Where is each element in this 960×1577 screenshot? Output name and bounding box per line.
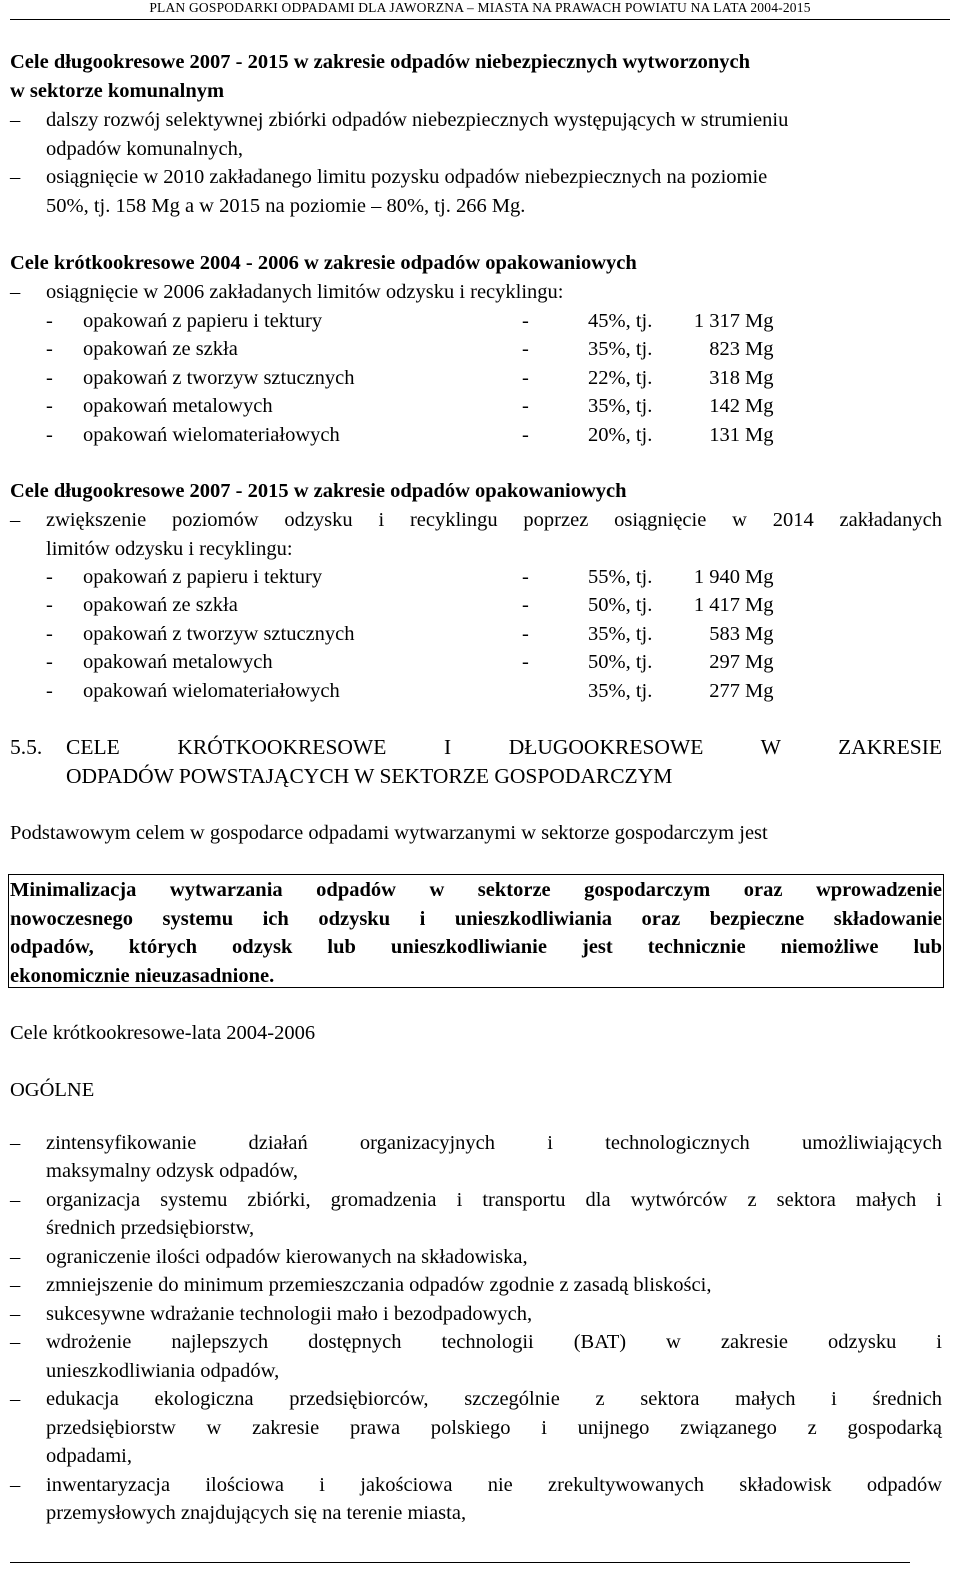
list-item-7-line1: edukacja ekologiczna przedsiębiorców, szczególnie z sektora małych i średnich [46, 1388, 942, 1410]
row-value: 142 [709, 395, 740, 417]
bullet-dash: – [10, 1274, 21, 1296]
row-percent: 35%, tj. [588, 395, 653, 417]
list-item-7-line2: przedsiębiorstw w zakresie prawa polskiego i unijnego związanego z gospodarką [46, 1417, 942, 1439]
row-value: 131 [709, 424, 740, 446]
running-header: PLAN GOSPODARKI ODPADAMI DLA JAWORZNA – MIASTA NA PRAWACH POWIATU NA LATA 2004-2015 [149, 0, 811, 15]
row-hyphen: - [46, 310, 53, 332]
list-item-2-line1: organizacja systemu zbiórki, gromadzenia i transportu dla wytwórców z sektora małych i [46, 1189, 942, 1211]
bullet-dash: – [10, 509, 21, 531]
bullet-dash: – [10, 166, 21, 188]
list-item-4: zmniejszenie do minimum przemieszczania odpadów zgodnie z zasadą bliskości, [46, 1274, 712, 1296]
section1-bullet1-line1: dalszy rozwój selektywnej zbiórki odpadów niebezpiecznych występujących w strumieniu [46, 109, 789, 131]
list-item-1-line2: maksymalny odzysk odpadów, [46, 1160, 299, 1182]
row-separator: - [522, 338, 529, 360]
row-percent: 20%, tj. [588, 424, 653, 446]
row-name: opakowań metalowych [83, 651, 273, 673]
row-hyphen: - [46, 424, 53, 446]
footer-rule [10, 1562, 910, 1563]
row-value: 583 [709, 623, 740, 645]
row-name: opakowań wielomateriałowych [83, 424, 340, 446]
row-percent: 35%, tj. [588, 680, 653, 702]
row-unit: Mg [745, 424, 774, 446]
row-unit: Mg [745, 395, 774, 417]
section1-heading-line1: Cele długookresowe 2007 - 2015 w zakresie odpadów niebezpiecznych wytworzonych [10, 51, 751, 73]
bullet-dash: – [10, 109, 21, 131]
row-unit: Mg [745, 367, 774, 389]
goal-line1: Minimalizacja wytwarzania odpadów w sektorze gospodarczym oraz wprowadzenie [10, 879, 942, 901]
bullet-dash: – [10, 1132, 21, 1154]
row-value: 1 417 [693, 594, 740, 616]
goal-line4: ekonomicznie nieuzasadnione. [10, 965, 275, 987]
row-value: 277 [709, 680, 740, 702]
row-hyphen: - [46, 680, 53, 702]
row-hyphen: - [46, 367, 53, 389]
section4-title-line1: CELE KRÓTKOOKRESOWE I DŁUGOOKRESOWE W ZAKRESIE [66, 735, 942, 759]
list-item-3: ograniczenie ilości odpadów kierowanych na składowiska, [46, 1246, 528, 1268]
row-value: 318 [709, 367, 740, 389]
row-value: 297 [709, 651, 740, 673]
goal-line2: nowoczesnego systemu ich odzysku i unieszkodliwiania oraz bezpieczne składowanie [10, 908, 942, 930]
list-item-5: sukcesywne wdrażanie technologii mało i bezodpadowych, [46, 1303, 533, 1325]
bullet-dash: – [10, 281, 21, 303]
list-item-8-line2: przemysłowych znajdujących się na terenie miasta, [46, 1502, 467, 1524]
row-unit: Mg [745, 651, 774, 673]
section3-intro-line2: limitów odzysku i recyklingu: [46, 538, 293, 560]
section4-title-line2: ODPADÓW POWSTAJĄCYCH W SEKTORZE GOSPODARCZYM [66, 764, 673, 788]
row-percent: 22%, tj. [588, 367, 653, 389]
list-item-6-line1: wdrożenie najlepszych dostępnych technologii (BAT) w zakresie odzysku i [46, 1331, 942, 1353]
row-name: opakowań metalowych [83, 395, 273, 417]
row-name: opakowań z tworzyw sztucznych [83, 623, 355, 645]
row-separator: - [522, 594, 529, 616]
row-hyphen: - [46, 594, 53, 616]
row-hyphen: - [46, 651, 53, 673]
section2-heading: Cele krótkookresowe 2004 - 2006 w zakresie odpadów opakowaniowych [10, 252, 637, 274]
row-unit: Mg [745, 623, 774, 645]
list-item-8-line1: inwentaryzacja ilościowa i jakościowa nie zrekultywowanych składowisk odpadów [46, 1474, 942, 1496]
row-name: opakowań ze szkła [83, 594, 238, 616]
row-unit: Mg [745, 338, 774, 360]
row-value: 823 [709, 338, 740, 360]
bullet-dash: – [10, 1474, 21, 1496]
row-separator: - [522, 395, 529, 417]
row-unit: Mg [745, 680, 774, 702]
section1-bullet1-line2: odpadów komunalnych, [46, 138, 243, 160]
row-hyphen: - [46, 338, 53, 360]
row-name: opakowań ze szkła [83, 338, 238, 360]
section-number: 5.5. [10, 735, 43, 759]
row-hyphen: - [46, 395, 53, 417]
section1-bullet2-line2: 50%, tj. 158 Mg a w 2015 na poziomie – 80%, tj. 266 Mg. [46, 195, 526, 217]
row-unit: Mg [745, 594, 774, 616]
list-item-7-line3: odpadami, [46, 1445, 132, 1467]
section4-intro: Podstawowym celem w gospodarce odpadami wytwarzanymi w sektorze gospodarczym jest [10, 822, 768, 844]
row-value: 1 940 [693, 566, 740, 588]
section2-intro: osiągnięcie w 2006 zakładanych limitów odzysku i recyklingu: [46, 281, 564, 303]
row-unit: Mg [745, 566, 774, 588]
bullet-dash: – [10, 1388, 21, 1410]
row-percent: 55%, tj. [588, 566, 653, 588]
row-name: opakowań wielomateriałowych [83, 680, 340, 702]
goal-line3: odpadów, których odzysk lub unieszkodliwianie jest technicznie niemożliwe lub [10, 936, 942, 958]
row-separator: - [522, 651, 529, 673]
section3-intro-line1: zwiększenie poziomów odzysku i recyklingu poprzez osiągnięcie w 2014 zakładanych [46, 509, 942, 531]
row-hyphen: - [46, 566, 53, 588]
row-name: opakowań z tworzyw sztucznych [83, 367, 355, 389]
header-rule [10, 19, 950, 20]
row-unit: Mg [745, 310, 774, 332]
general-heading: OGÓLNE [10, 1079, 95, 1101]
list-item-1-line1: zintensyfikowanie działań organizacyjnych i technologicznych umożliwiających [46, 1132, 942, 1154]
row-percent: 50%, tj. [588, 651, 653, 673]
row-separator: - [522, 367, 529, 389]
row-separator: - [522, 623, 529, 645]
bullet-dash: – [10, 1246, 21, 1268]
row-separator: - [522, 424, 529, 446]
row-name: opakowań z papieru i tektury [83, 566, 323, 588]
section3-heading: Cele długookresowe 2007 - 2015 w zakresie odpadów opakowaniowych [10, 480, 627, 502]
bullet-dash: – [10, 1189, 21, 1211]
row-percent: 50%, tj. [588, 594, 653, 616]
short-term-heading: Cele krótkookresowe-lata 2004-2006 [10, 1022, 316, 1044]
row-separator: - [522, 310, 529, 332]
list-item-6-line2: unieszkodliwiania odpadów, [46, 1360, 280, 1382]
bullet-dash: – [10, 1303, 21, 1325]
row-separator: - [522, 566, 529, 588]
row-percent: 35%, tj. [588, 338, 653, 360]
list-item-2-line2: średnich przedsiębiorstw, [46, 1217, 255, 1239]
row-hyphen: - [46, 623, 53, 645]
row-percent: 35%, tj. [588, 623, 653, 645]
bullet-dash: – [10, 1331, 21, 1353]
row-value: 1 317 [693, 310, 740, 332]
row-name: opakowań z papieru i tektury [83, 310, 323, 332]
row-percent: 45%, tj. [588, 310, 653, 332]
section1-bullet2-line1: osiągnięcie w 2010 zakładanego limitu pozysku odpadów niebezpiecznych na poziomie [46, 166, 768, 188]
section1-heading-line2: w sektorze komunalnym [10, 80, 225, 102]
